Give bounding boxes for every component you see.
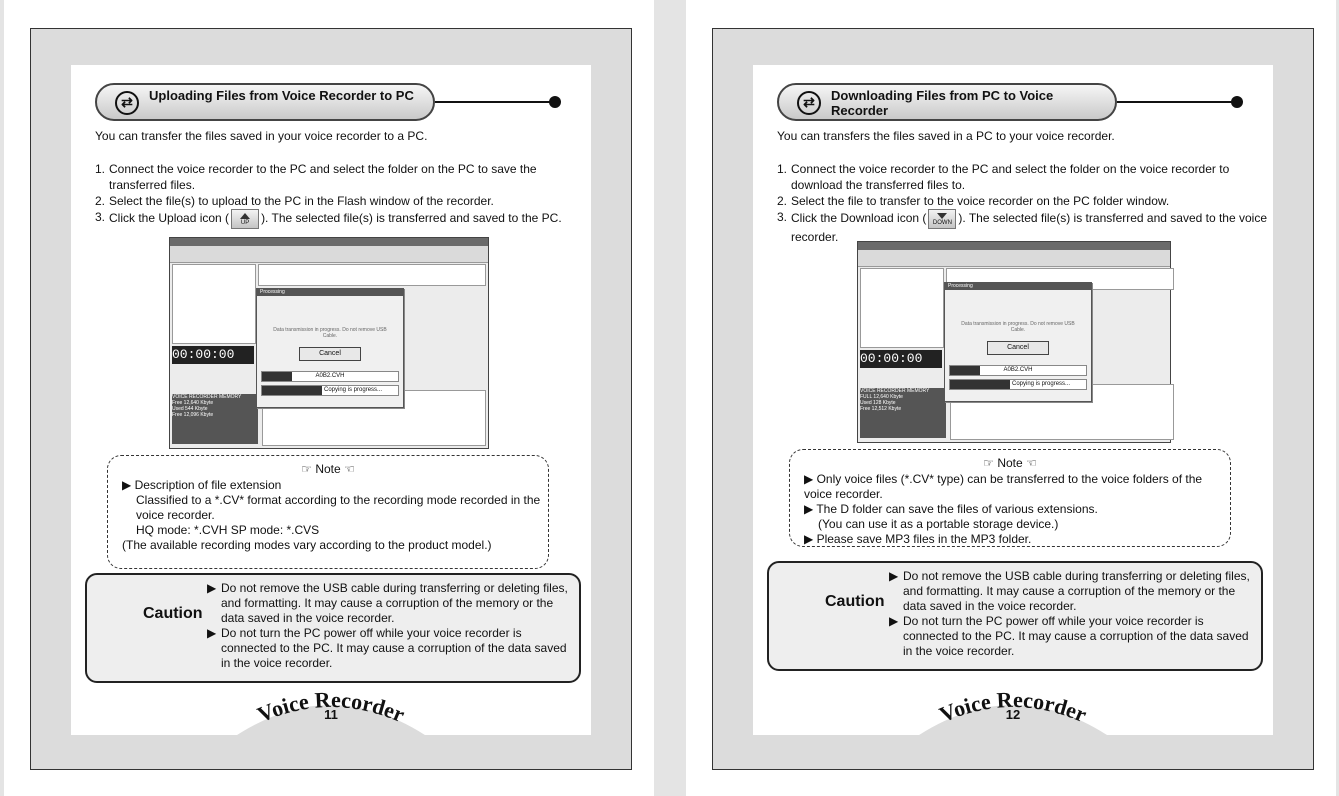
note-body [122,478,544,553]
header-rule [1117,101,1235,103]
note-line: ▶ The D folder can save the files of various extensions. [804,502,1098,516]
note-line: Classified to a *.CV* format according to the recording mode recorded in the voice recorder. [136,493,541,522]
window-titlebar [858,242,1170,250]
title-pill [777,83,1117,121]
step-3: 3. Click the Upload icon ( UP ). The selected file(s) is transferred and saved to the PC. [95,209,585,229]
caution-label: Caution [143,605,203,622]
memory-title: VOICE RECORDER MEMORY [860,388,930,394]
caution-item: ▶ Do not remove the USB cable during transferring or deleting files, and formatting. It may cause a corruption of the memory or the data saved in the voice recorder. [207,581,568,625]
copy-progress: Copying is progress... [261,385,399,396]
toolbar [170,246,488,263]
page-content [71,65,591,735]
copy-progress: Copying is progress... [949,379,1087,390]
dialog-message: Data transmission in progress. Do not remove USB Cable. [961,321,1075,333]
dialog-message: Data transmission in progress. Do not remove USB Cable. [273,327,387,339]
processing-dialog [944,282,1092,402]
folder-tree [172,264,256,344]
note-title: ☞ Note ☜ [301,462,355,476]
title-pill [95,83,435,121]
header-dot [1231,96,1243,108]
step-2: 2. Select the file to transfer to the voice recorder on the PC folder window. [777,194,1170,208]
timer-display: 00:00:00 [860,350,942,368]
brand-text: Voice Recorder [253,686,409,728]
step-1: 1. Connect the voice recorder to the PC and select the folder on the PC to save the transferred files. [95,162,537,192]
step-3: 3. Click the Download icon ( DOWN ). The selected file(s) is transferred and saved to the voice recorder. [777,210,1268,244]
memory-title: VOICE RECORDER MEMORY [172,394,242,400]
section-title: Downloading Files from PC to Voice Recorder [831,88,1054,118]
note-line: ▶ Only voice files (*.CV* type) can be transferred to the voice folders of the voice recorder. [804,472,1203,501]
caution-text [889,569,1251,659]
note-title: ☞ Note ☜ [983,456,1037,470]
page-frame [30,28,632,770]
toolbar [858,250,1170,267]
caution-box [85,573,581,683]
section-header [777,83,1247,125]
file-progress: A0B2.CVH [949,365,1087,376]
cancel-button[interactable]: Cancel [299,347,361,361]
section-icon: ⇄ [797,91,821,115]
caution-label: Caution [825,593,885,610]
processing-dialog [256,288,404,408]
memory-row: FULL 12,640 Kbyte [860,394,903,400]
note-box [789,449,1231,547]
section-header [95,83,565,125]
memory-panel [172,394,258,444]
note-line: HQ mode: *.CVH SP mode: *.CVS [136,523,320,537]
file-progress: A0B2.CVH [261,371,399,382]
memory-row: Used 544 Kbyte [172,406,208,412]
memory-row: Free 12,096 Kbyte [172,412,214,418]
note-body [804,472,1226,547]
window-titlebar [170,238,488,246]
header-rule [435,101,553,103]
header-dot [549,96,561,108]
memory-row: Free 12,512 Kbyte [860,406,902,412]
caution-item: ▶ Do not turn the PC power off while your voice recorder is connected to the PC. It may cause a corruption of the data saved in the voice recorder. [889,614,1249,658]
page-number: 12 [1005,707,1021,722]
caution-text [207,581,569,671]
note-line: ▶ Description of file extension [122,478,282,492]
note-line: ▶ Please save MP3 files in the MP3 folder. [804,532,1032,546]
upload-icon: UP [231,209,259,229]
caution-box [767,561,1263,671]
step-1: 1. Connect the voice recorder to the PC and select the folder on the voice recorder to download the transferred files to. [777,162,1230,192]
page-number: 11 [324,707,338,722]
memory-row: Used 128 Kbyte [860,400,896,406]
folder-tree [860,268,944,348]
dialog-title: Processing [257,289,403,296]
step-2: 2. Select the file(s) to upload to the PC in the Flash window of the recorder. [95,194,494,208]
page-frame [712,28,1314,770]
timer-display: 00:00:00 [172,346,254,364]
section-title: Uploading Files from Voice Recorder to PC [149,88,414,103]
memory-row: Free 12,640 Kbyte [172,400,214,406]
memory-panel [860,388,946,438]
note-box [107,455,549,569]
dialog-title: Processing [945,283,1091,290]
page-content [753,65,1273,735]
caution-item: ▶ Do not remove the USB cable during transferring or deleting files, and formatting. It may cause a corruption of the memory or the data saved in the voice recorder. [889,569,1250,613]
cancel-button[interactable]: Cancel [987,341,1049,355]
page-right [686,0,1336,796]
section-icon: ⇄ [115,91,139,115]
software-screenshot [857,241,1171,443]
brand-text: Voice Recorder [935,686,1091,728]
download-icon: DOWN [928,209,956,229]
note-line: (You can use it as a portable storage device.) [818,517,1059,531]
intro-text: You can transfers the files saved in a PC to your voice recorder. [777,129,1115,143]
file-list [258,264,486,286]
caution-item: ▶ Do not turn the PC power off while your voice recorder is connected to the PC. It may cause a corruption of the data saved in the voice recorder. [207,626,567,670]
page-left [4,0,654,796]
step-list [777,161,1267,245]
step-list [95,161,585,229]
software-screenshot [169,237,489,449]
intro-text: You can transfer the files saved in your voice recorder to a PC. [95,129,428,143]
note-line: (The available recording modes vary according to the product model.) [122,538,492,552]
